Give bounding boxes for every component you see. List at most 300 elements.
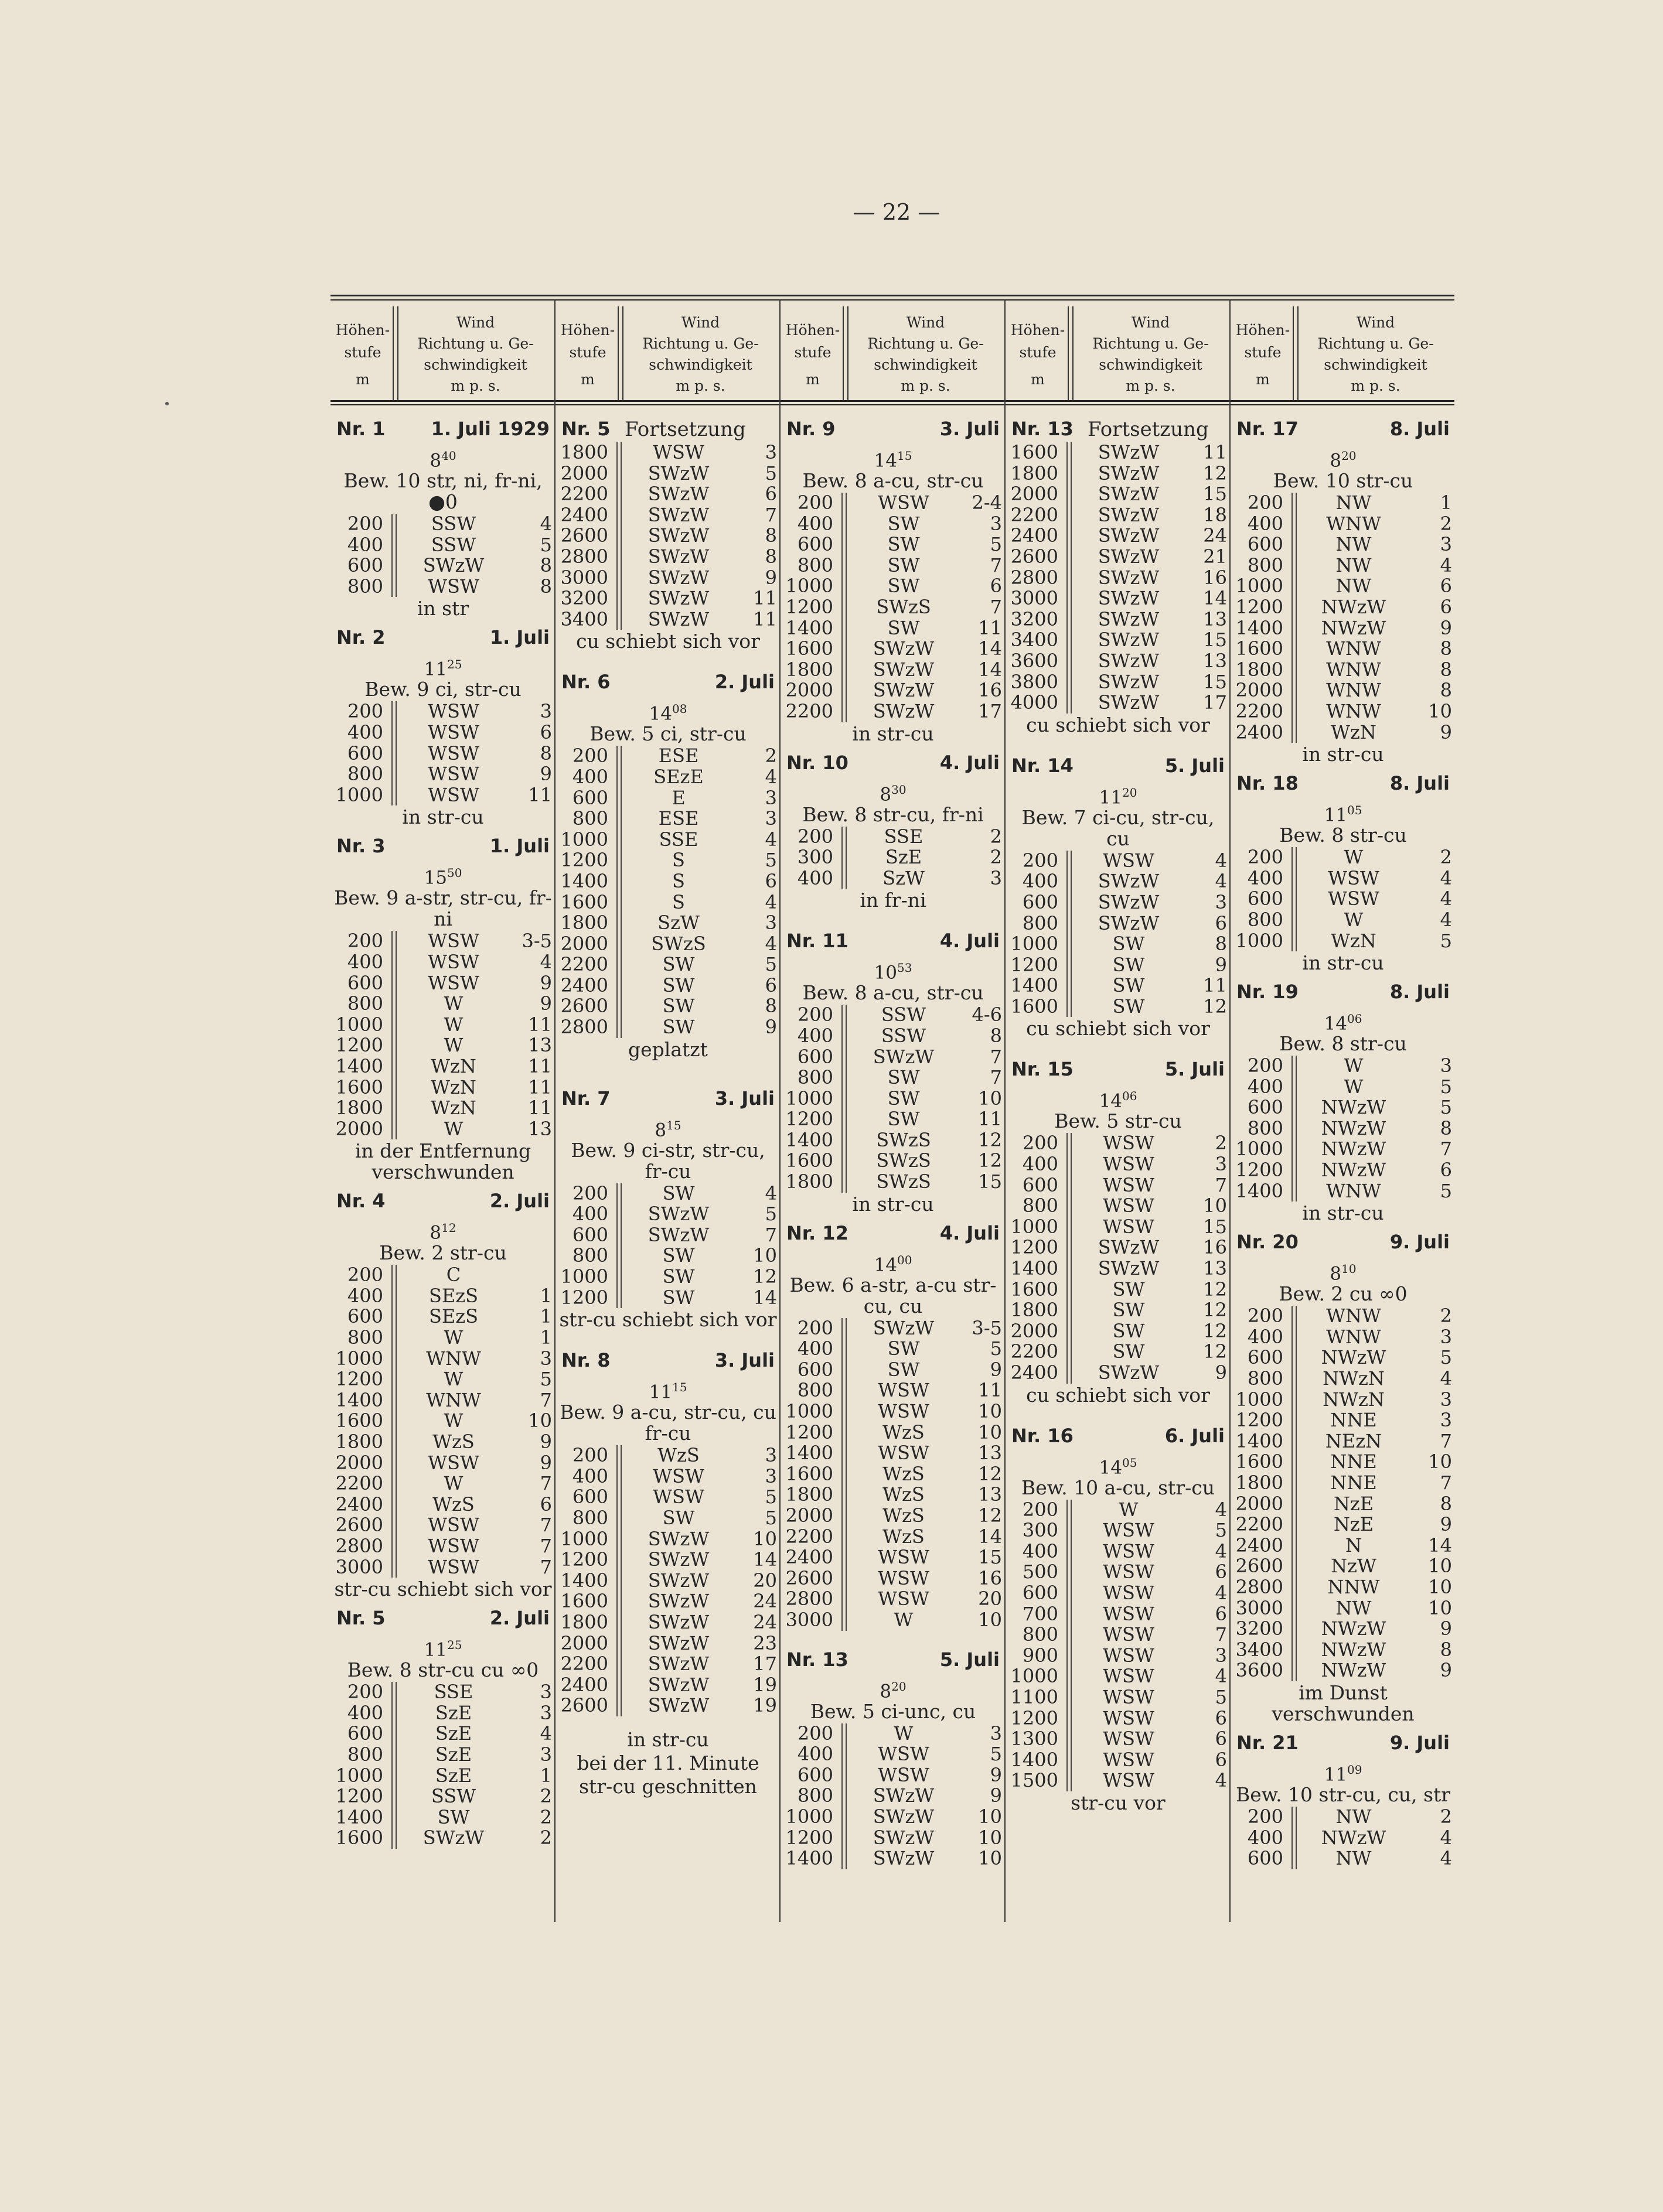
row-height: 1200 bbox=[1010, 1236, 1058, 1259]
row-direction: SWzW bbox=[1098, 1361, 1160, 1384]
table-row bbox=[1006, 1341, 1231, 1363]
row-divider bbox=[841, 680, 847, 701]
table-row bbox=[556, 1466, 781, 1487]
row-height: 1200 bbox=[335, 1368, 383, 1391]
row-divider bbox=[616, 1245, 622, 1267]
ascent-title bbox=[330, 1605, 556, 1631]
table-row bbox=[556, 1675, 781, 1696]
table-row bbox=[556, 1633, 781, 1654]
row-height: 200 bbox=[347, 930, 383, 953]
table-row bbox=[1231, 1556, 1456, 1577]
remark: str-cu geschnitten bbox=[579, 1774, 757, 1798]
row-speed: 3 bbox=[1440, 1388, 1452, 1411]
row-divider bbox=[1291, 868, 1297, 889]
row-direction: WSW bbox=[1103, 1728, 1154, 1750]
row-divider bbox=[1291, 493, 1297, 514]
row-speed: 9 bbox=[540, 1451, 552, 1474]
header-height bbox=[781, 319, 845, 391]
row-height: 800 bbox=[572, 1507, 608, 1529]
table-row bbox=[330, 973, 556, 994]
row-divider bbox=[391, 1098, 397, 1119]
row-divider bbox=[1066, 1562, 1072, 1583]
row-direction: SWzS bbox=[651, 932, 706, 955]
row-height: 1400 bbox=[785, 1128, 833, 1151]
remark: Bew. 9 ci-str, str-cu, fr-cu bbox=[571, 1138, 765, 1183]
row-height: 400 bbox=[347, 1284, 383, 1307]
ascent-time bbox=[1231, 442, 1456, 472]
table-row bbox=[330, 555, 556, 576]
row-height: 1400 bbox=[785, 616, 833, 639]
row-direction: SWzW bbox=[648, 607, 710, 630]
row-speed: 5 bbox=[1440, 1346, 1452, 1369]
row-speed: 14 bbox=[978, 637, 1002, 660]
row-divider bbox=[1066, 1500, 1072, 1521]
table-row bbox=[1006, 1500, 1231, 1521]
row-direction: SWzW bbox=[1098, 462, 1160, 484]
row-divider bbox=[616, 1487, 622, 1508]
row-direction: WSW bbox=[1103, 1132, 1154, 1155]
table-row bbox=[330, 1369, 556, 1390]
row-height: 400 bbox=[1247, 866, 1283, 889]
row-divider bbox=[1291, 1848, 1297, 1869]
row-height: 2000 bbox=[335, 1451, 383, 1474]
row-height: 600 bbox=[1022, 1173, 1058, 1196]
row-speed: 24 bbox=[753, 1610, 777, 1633]
column-entries bbox=[330, 412, 556, 1849]
row-height: 1600 bbox=[1235, 1450, 1283, 1473]
row-direction: WSW bbox=[1103, 1665, 1154, 1688]
row-divider bbox=[616, 1529, 622, 1550]
row-direction: WzS bbox=[882, 1462, 925, 1485]
table-row bbox=[556, 996, 781, 1017]
row-speed: 5 bbox=[990, 1337, 1002, 1360]
row-speed: 3 bbox=[1440, 1054, 1452, 1077]
row-direction: SWzW bbox=[1098, 503, 1160, 526]
header-height bbox=[330, 319, 395, 391]
row-divider bbox=[391, 764, 397, 785]
row-speed: 3 bbox=[765, 1465, 777, 1487]
row-direction: SW bbox=[1112, 953, 1145, 976]
row-speed: 6 bbox=[1215, 1602, 1227, 1625]
row-speed: 9 bbox=[1440, 1617, 1452, 1640]
row-direction: WSW bbox=[1103, 1769, 1154, 1792]
row-divider bbox=[1066, 1341, 1072, 1363]
row-speed: 7 bbox=[990, 1045, 1002, 1068]
row-height: 2200 bbox=[1010, 503, 1058, 526]
table-row bbox=[556, 1654, 781, 1675]
row-divider bbox=[616, 525, 622, 547]
row-direction: NW bbox=[1335, 554, 1372, 576]
row-divider bbox=[1291, 534, 1297, 555]
row-speed: 10 bbox=[978, 1421, 1002, 1443]
row-speed: 9 bbox=[1440, 1513, 1452, 1536]
row-divider bbox=[616, 746, 622, 767]
row-height: 2800 bbox=[785, 1588, 833, 1610]
row-height: 2200 bbox=[785, 1525, 833, 1548]
row-height: 1000 bbox=[560, 1265, 608, 1288]
row-divider bbox=[841, 555, 847, 576]
row-speed: 7 bbox=[1440, 1472, 1452, 1494]
row-divider bbox=[841, 1026, 847, 1047]
row-divider bbox=[1291, 1535, 1297, 1556]
header-height bbox=[556, 319, 620, 391]
ascent-number: Nr. 18 bbox=[1236, 772, 1299, 795]
table-row bbox=[1006, 525, 1231, 547]
row-speed: 9 bbox=[1440, 721, 1452, 743]
ascent-date: 8. Juli bbox=[1389, 418, 1450, 440]
row-height: 200 bbox=[347, 700, 383, 723]
row-divider bbox=[1291, 1056, 1297, 1077]
time-minute: 10 bbox=[1341, 1262, 1357, 1276]
row-divider bbox=[616, 588, 622, 609]
row-direction: SzW bbox=[882, 866, 925, 889]
row-height: 1600 bbox=[785, 1149, 833, 1172]
table-row bbox=[1231, 1848, 1456, 1869]
row-height: 2200 bbox=[560, 1653, 608, 1675]
row-direction: WSW bbox=[1103, 1153, 1154, 1176]
row-divider bbox=[616, 609, 622, 630]
ascent-number: Nr. 7 bbox=[561, 1087, 611, 1110]
row-divider bbox=[841, 514, 847, 535]
row-divider bbox=[1291, 1160, 1297, 1181]
row-speed: 14 bbox=[1428, 1534, 1452, 1556]
row-speed: 5 bbox=[540, 1368, 552, 1391]
row-divider bbox=[841, 1547, 847, 1568]
row-speed: 11 bbox=[1203, 974, 1227, 997]
row-speed: 1 bbox=[540, 1305, 552, 1328]
table-row bbox=[1231, 1619, 1456, 1640]
spacer bbox=[556, 653, 781, 665]
row-divider bbox=[1291, 1494, 1297, 1515]
table-row bbox=[1006, 1666, 1231, 1687]
table-row bbox=[781, 1360, 1006, 1381]
row-speed: 11 bbox=[528, 1054, 552, 1077]
row-speed: 5 bbox=[1440, 929, 1452, 952]
row-speed: 9 bbox=[990, 1763, 1002, 1786]
row-divider bbox=[1291, 1807, 1297, 1828]
ascent-time bbox=[1231, 1005, 1456, 1035]
row-direction: SWzW bbox=[1098, 587, 1160, 610]
row-speed: 7 bbox=[1440, 1138, 1452, 1160]
row-divider bbox=[391, 1807, 397, 1828]
row-divider bbox=[1291, 1577, 1297, 1598]
row-speed: 6 bbox=[1440, 1159, 1452, 1182]
row-divider bbox=[616, 1591, 622, 1612]
table-row bbox=[330, 1807, 556, 1828]
row-height: 1400 bbox=[1235, 1179, 1283, 1202]
row-direction: WSW bbox=[428, 1514, 479, 1537]
table-row bbox=[1006, 1300, 1231, 1321]
row-divider bbox=[391, 743, 397, 764]
row-divider bbox=[841, 847, 847, 868]
row-height: 1600 bbox=[785, 637, 833, 660]
ascent-time bbox=[781, 1247, 1006, 1274]
table-row bbox=[1231, 1390, 1456, 1411]
table-row bbox=[1231, 660, 1456, 681]
row-height: 1000 bbox=[335, 1013, 383, 1036]
row-height: 600 bbox=[1247, 1847, 1283, 1870]
row-divider bbox=[391, 973, 397, 994]
row-direction: WNW bbox=[1326, 1325, 1381, 1348]
row-height: 400 bbox=[347, 533, 383, 556]
row-direction: SWzS bbox=[876, 1128, 931, 1151]
row-height: 2200 bbox=[335, 1472, 383, 1495]
row-speed: 14 bbox=[753, 1286, 777, 1309]
table-row bbox=[781, 1339, 1006, 1360]
time-hour: 8 bbox=[430, 1222, 442, 1244]
row-direction: WSW bbox=[1103, 1561, 1154, 1583]
row-height: 800 bbox=[347, 992, 383, 1015]
row-speed: 16 bbox=[1203, 1236, 1227, 1259]
row-direction: SW bbox=[1112, 1340, 1145, 1363]
time-minute: 06 bbox=[1347, 1012, 1362, 1026]
row-speed: 8 bbox=[765, 995, 777, 1018]
row-height: 1000 bbox=[785, 1805, 833, 1828]
row-height: 600 bbox=[1247, 887, 1283, 910]
row-direction: WSW bbox=[653, 441, 704, 463]
row-direction: SWzW bbox=[1098, 1236, 1160, 1259]
row-direction: NW bbox=[1335, 533, 1372, 556]
table-row bbox=[330, 1327, 556, 1349]
row-height: 2000 bbox=[335, 1117, 383, 1140]
table-row bbox=[1231, 1660, 1456, 1681]
row-direction: WSW bbox=[1103, 1194, 1154, 1217]
row-speed: 5 bbox=[1440, 1075, 1452, 1098]
row-direction: SWzW bbox=[422, 554, 485, 577]
row-speed: 13 bbox=[528, 1117, 552, 1140]
row-height: 800 bbox=[1022, 1194, 1058, 1217]
row-speed: 5 bbox=[990, 533, 1002, 556]
time-hour: 14 bbox=[874, 1254, 897, 1275]
row-direction: NWzW bbox=[1321, 1096, 1386, 1119]
remark: in str-cu bbox=[627, 1728, 709, 1751]
row-direction: W bbox=[1344, 908, 1364, 931]
ascent-time bbox=[1231, 1255, 1456, 1285]
row-height: 1000 bbox=[560, 828, 608, 851]
row-speed: 19 bbox=[753, 1673, 777, 1696]
row-divider bbox=[1291, 639, 1297, 660]
row-height: 200 bbox=[1022, 1498, 1058, 1521]
row-speed: 5 bbox=[765, 1486, 777, 1508]
row-divider bbox=[1066, 484, 1072, 505]
ascent-date: 8. Juli bbox=[1389, 981, 1450, 1003]
row-direction: SWzW bbox=[873, 658, 935, 681]
table-row bbox=[1231, 847, 1456, 868]
header-height-line: stufe bbox=[569, 344, 606, 361]
row-speed: 3-5 bbox=[972, 1316, 1002, 1339]
table-row bbox=[330, 1349, 556, 1370]
row-direction: SW bbox=[662, 1265, 695, 1288]
header-height-line: m bbox=[581, 371, 595, 388]
row-divider bbox=[1066, 1321, 1072, 1342]
row-direction: NWzW bbox=[1321, 1659, 1386, 1682]
row-divider bbox=[1066, 463, 1072, 484]
column-entries bbox=[1006, 412, 1231, 1815]
row-direction: W bbox=[1344, 846, 1364, 869]
row-divider bbox=[841, 576, 847, 597]
row-height: 800 bbox=[1247, 1117, 1283, 1139]
table-row bbox=[330, 764, 556, 785]
row-divider bbox=[1291, 1556, 1297, 1577]
remark: Bew. 9 a-str, str-cu, fr-ni bbox=[334, 886, 552, 931]
row-height: 2000 bbox=[785, 679, 833, 702]
row-speed: 14 bbox=[753, 1548, 777, 1571]
time-minute: 20 bbox=[1122, 785, 1137, 800]
row-direction: SWzW bbox=[1098, 1257, 1160, 1280]
row-divider bbox=[391, 1286, 397, 1307]
row-divider bbox=[1291, 618, 1297, 639]
row-height: 800 bbox=[797, 1066, 833, 1089]
time-minute: 06 bbox=[1122, 1089, 1137, 1104]
row-direction: SW bbox=[887, 1066, 920, 1089]
remark: str-cu schiebt sich vor bbox=[559, 1308, 777, 1332]
row-speed: 4 bbox=[765, 1182, 777, 1204]
row-height: 2800 bbox=[560, 1016, 608, 1039]
table-row bbox=[556, 484, 781, 505]
table-row bbox=[1006, 651, 1231, 672]
row-speed: 1 bbox=[540, 1284, 552, 1307]
table-row bbox=[781, 1026, 1006, 1047]
row-height: 2200 bbox=[560, 483, 608, 506]
row-direction: SWzW bbox=[1098, 649, 1160, 672]
row-speed: 11 bbox=[978, 616, 1002, 639]
row-divider bbox=[616, 850, 622, 871]
row-divider bbox=[616, 1549, 622, 1571]
row-divider bbox=[391, 1327, 397, 1349]
row-height: 1000 bbox=[785, 1400, 833, 1423]
row-speed: 8 bbox=[1440, 679, 1452, 702]
time-hour: 14 bbox=[1324, 1013, 1347, 1035]
row-direction: WSW bbox=[428, 1535, 479, 1557]
row-height: 200 bbox=[1247, 1305, 1283, 1327]
table-row bbox=[556, 1591, 781, 1612]
row-divider bbox=[1066, 1604, 1072, 1625]
remark: Bew. 8 str-cu bbox=[1279, 824, 1407, 847]
row-direction: W bbox=[1119, 1498, 1139, 1521]
row-direction: W bbox=[444, 992, 464, 1015]
row-direction: WSW bbox=[878, 1763, 929, 1786]
row-direction: WSW bbox=[878, 1379, 929, 1402]
row-speed: 12 bbox=[1203, 1299, 1227, 1322]
remark: cu schiebt sich vor bbox=[1026, 1017, 1210, 1040]
row-direction: SW bbox=[662, 1507, 695, 1529]
row-direction: W bbox=[444, 1409, 464, 1432]
remark: Bew. 2 str-cu bbox=[379, 1241, 507, 1265]
table-row bbox=[1231, 1368, 1456, 1390]
page-number: — 22 — bbox=[853, 199, 940, 225]
row-speed: 7 bbox=[1440, 1429, 1452, 1452]
row-speed: 20 bbox=[978, 1588, 1002, 1610]
column-entries bbox=[781, 412, 1006, 1869]
row-height: 400 bbox=[572, 1465, 608, 1487]
row-divider bbox=[391, 535, 397, 556]
row-speed: 4 bbox=[1440, 554, 1452, 576]
row-speed: 8 bbox=[1440, 637, 1452, 660]
row-speed: 16 bbox=[978, 1566, 1002, 1589]
table-row bbox=[781, 660, 1006, 681]
row-speed: 10 bbox=[978, 1608, 1002, 1631]
row-speed: 13 bbox=[978, 1442, 1002, 1465]
row-direction: WSW bbox=[653, 1465, 704, 1487]
row-speed: 13 bbox=[1203, 607, 1227, 630]
row-speed: 9 bbox=[540, 992, 552, 1015]
row-height: 1600 bbox=[560, 890, 608, 913]
row-direction: WSW bbox=[1103, 1173, 1154, 1196]
row-speed: 4 bbox=[1215, 1539, 1227, 1562]
row-height: 600 bbox=[347, 554, 383, 577]
table-row bbox=[330, 1786, 556, 1807]
row-divider bbox=[616, 1267, 622, 1288]
row-height: 1000 bbox=[335, 1347, 383, 1370]
header-height-line: m bbox=[1031, 371, 1045, 388]
time-hour: 14 bbox=[649, 703, 672, 725]
row-speed: 20 bbox=[753, 1569, 777, 1592]
row-speed: 8 bbox=[765, 524, 777, 547]
row-divider bbox=[1291, 1431, 1297, 1452]
row-speed: 3 bbox=[990, 866, 1002, 889]
ascent-date: 2. Juli bbox=[489, 1607, 550, 1630]
row-divider bbox=[391, 1453, 397, 1474]
row-divider bbox=[1066, 1708, 1072, 1729]
row-speed: 7 bbox=[540, 1555, 552, 1578]
row-divider bbox=[616, 1571, 622, 1592]
row-height: 2400 bbox=[560, 503, 608, 526]
row-divider bbox=[1291, 1347, 1297, 1368]
row-direction: WNW bbox=[1326, 1305, 1381, 1327]
table-row bbox=[1231, 1473, 1456, 1494]
ascent-number: Nr. 15 bbox=[1011, 1058, 1074, 1081]
row-divider bbox=[841, 534, 847, 555]
row-direction: S bbox=[672, 849, 685, 872]
row-direction: WSW bbox=[1103, 1644, 1154, 1667]
table-row bbox=[1006, 1133, 1231, 1154]
table-row bbox=[330, 994, 556, 1015]
row-direction: WSW bbox=[878, 1442, 929, 1465]
spacer bbox=[781, 1631, 1006, 1643]
row-divider bbox=[1066, 1258, 1072, 1279]
row-speed: 5 bbox=[1440, 1096, 1452, 1119]
table-row bbox=[1006, 851, 1231, 872]
continuation-label: Fortsetzung bbox=[1088, 418, 1209, 441]
row-direction: SW bbox=[887, 1087, 920, 1110]
row-height: 1000 bbox=[335, 783, 383, 806]
ascent-number: Nr. 8 bbox=[561, 1349, 611, 1372]
row-speed: 4 bbox=[540, 513, 552, 535]
table-row bbox=[330, 701, 556, 722]
row-divider bbox=[841, 1151, 847, 1172]
remark: in str-cu bbox=[1302, 1201, 1384, 1225]
ascent-title bbox=[1231, 770, 1456, 797]
row-direction: NW bbox=[1335, 1805, 1372, 1828]
row-speed: 12 bbox=[1203, 462, 1227, 484]
row-direction: NWzW bbox=[1321, 1617, 1386, 1640]
row-divider bbox=[1291, 1660, 1297, 1681]
row-height: 1600 bbox=[1010, 995, 1058, 1018]
table-row bbox=[330, 535, 556, 556]
row-height: 3000 bbox=[335, 1555, 383, 1578]
row-speed: 9 bbox=[990, 1358, 1002, 1381]
row-speed: 2 bbox=[765, 745, 777, 767]
row-direction: SWzS bbox=[876, 1170, 931, 1193]
ascent-number: Nr. 14 bbox=[1011, 754, 1074, 777]
time-minute: 20 bbox=[1341, 449, 1357, 463]
row-divider bbox=[841, 1172, 847, 1193]
row-height: 3000 bbox=[1010, 587, 1058, 610]
row-divider bbox=[1066, 672, 1072, 693]
row-divider bbox=[841, 827, 847, 848]
row-speed: 4 bbox=[1215, 870, 1227, 893]
row-height: 600 bbox=[347, 1722, 383, 1745]
